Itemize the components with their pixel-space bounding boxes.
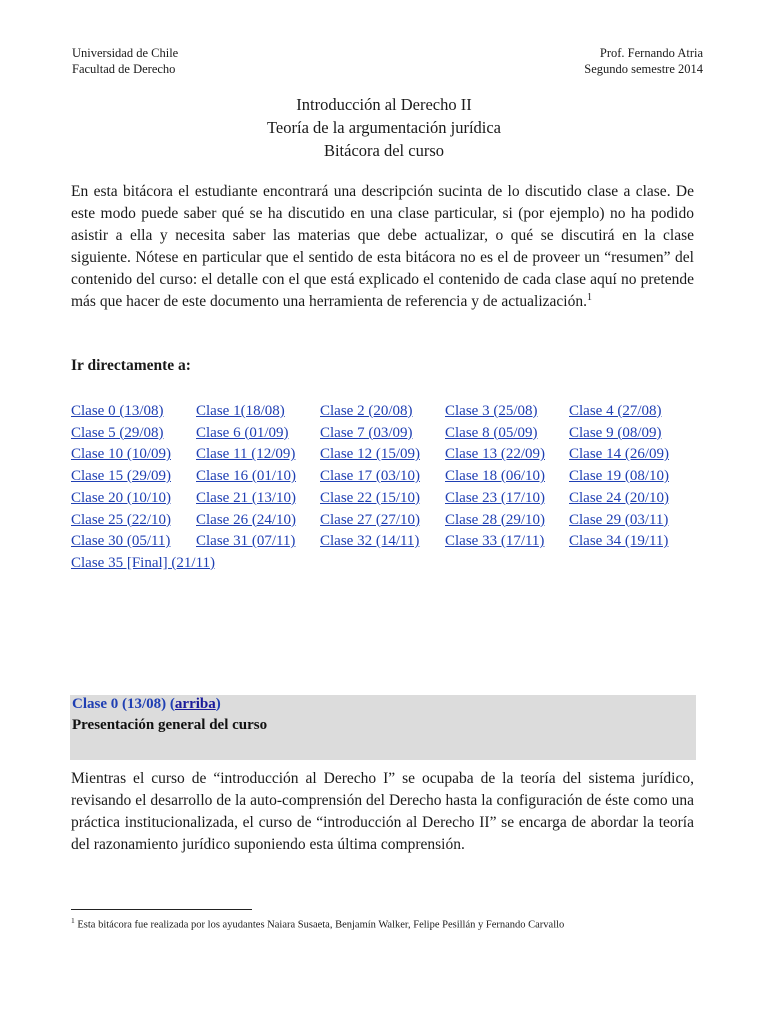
class-0-paragraph: Mientras el curso de “introducción al Derecho I” se ocupaba de la teoría del sistema jurídico, revisando el desarrollo de la auto-comprensión del Derecho hasta la configuración de éste como una práctica institucionalizada, el curso de “introducción al Derecho II” se encarga de abordar la teoría del razonamiento jurídico suponiendo esta última comprensión. bbox=[71, 770, 694, 853]
back-to-top-link[interactable]: arriba bbox=[174, 696, 216, 712]
class-link[interactable]: Clase 32 (14/11) bbox=[320, 533, 420, 550]
class-link[interactable]: Clase 29 (03/11) bbox=[569, 511, 669, 528]
header-institution bbox=[72, 45, 178, 77]
university-name: Universidad de Chile bbox=[72, 46, 179, 60]
class-link[interactable]: Clase 14 (26/09) bbox=[569, 446, 669, 463]
footnote-separator bbox=[71, 909, 252, 910]
faculty-name: Facultad de Derecho bbox=[72, 62, 176, 76]
footnote bbox=[71, 916, 564, 931]
class-link[interactable]: Clase 25 (22/10) bbox=[71, 511, 171, 528]
class-link[interactable]: Clase 26 (24/10) bbox=[196, 511, 296, 528]
goto-heading: Ir directamente a: bbox=[71, 357, 191, 374]
class-link[interactable]: Clase 5 (29/08) bbox=[71, 424, 164, 441]
section-class-line bbox=[72, 696, 221, 713]
footnote-text: Esta bitácora fue realizada por los ayudantes Naiara Susaeta, Benjamín Walker, Felipe Pesillán y Fernando Carvallo bbox=[74, 919, 565, 931]
class-link[interactable]: Clase 0 (13/08) bbox=[71, 403, 164, 419]
class-link[interactable]: Clase 31 (07/11) bbox=[196, 533, 296, 550]
class-link[interactable]: Clase 33 (17/11) bbox=[445, 533, 545, 550]
class-link[interactable]: Clase 30 (05/11) bbox=[71, 533, 171, 550]
class-link[interactable]: Clase 22 (15/10) bbox=[320, 489, 420, 506]
header-professor bbox=[584, 45, 703, 77]
class-link[interactable]: Clase 35 [Final] (21/11) bbox=[71, 554, 216, 571]
class-link[interactable]: Clase 11 (12/09) bbox=[196, 446, 296, 463]
semester: Segundo semestre 2014 bbox=[584, 62, 703, 76]
class-link[interactable]: Clase 2 (20/08) bbox=[320, 403, 413, 419]
class-0-section-header bbox=[70, 695, 696, 760]
intro-text: En esta bitácora el estudiante encontrará una descripción sucinta de lo discutido clase a clase. De este modo puede saber qué se ha discutido en una clase particular, si (por ejemplo) no ha podido asistir a ella y necesita saber las materias que debe actualizar, o qué se discutirá en la clase siguiente. Nótese en particular que el sentido de esta bitácora no es el de proveer un “resumen” del contenido del curso: el detalle con el que está explicado el contenido de cada clase aquí no pretende más que hacer de este documento una herramienta de referencia y de actualización. bbox=[71, 183, 694, 310]
class-link[interactable]: Clase 27 (27/10) bbox=[320, 511, 420, 528]
class-link[interactable]: Clase 20 (10/10) bbox=[71, 489, 171, 506]
class-link[interactable]: Clase 10 (10/09) bbox=[71, 446, 171, 463]
class-link[interactable]: Clase 8 (05/09) bbox=[445, 424, 538, 441]
class-link[interactable]: Clase 21 (13/10) bbox=[196, 489, 296, 506]
class-link[interactable]: Clase 6 (01/09) bbox=[196, 424, 289, 441]
class-link[interactable]: Clase 17 (03/10) bbox=[320, 468, 420, 485]
document-title bbox=[0, 93, 768, 162]
class-link[interactable]: Clase 12 (15/09) bbox=[320, 446, 420, 463]
class-link[interactable]: Clase 18 (06/10) bbox=[445, 468, 545, 485]
class-link[interactable]: Clase 19 (08/10) bbox=[569, 468, 669, 485]
class-link[interactable]: Clase 24 (20/10) bbox=[569, 489, 669, 506]
footnote-mark: 1 bbox=[71, 916, 75, 925]
professor-name: Prof. Fernando Atria bbox=[599, 46, 703, 60]
course-subtitle: Teoría de la argumentación jurídica bbox=[266, 118, 502, 137]
document-name: Bitácora del curso bbox=[323, 141, 445, 160]
class-link[interactable]: Clase 3 (25/08) bbox=[445, 403, 538, 419]
class-link[interactable]: Clase 7 (03/09) bbox=[320, 424, 413, 441]
class-link[interactable]: Clase 4 (27/08) bbox=[569, 403, 662, 419]
class-link[interactable]: Clase 15 (29/09) bbox=[71, 468, 171, 485]
footnote-reference[interactable]: 1 bbox=[586, 291, 592, 303]
class-link[interactable]: Clase 9 (08/09) bbox=[569, 424, 662, 441]
class-link[interactable]: Clase 1(18/08) bbox=[196, 403, 285, 419]
intro-paragraph bbox=[71, 181, 694, 313]
class-link[interactable]: Clase 34 (19/11) bbox=[569, 533, 669, 550]
class-link[interactable]: Clase 13 (22/09) bbox=[445, 446, 545, 463]
class-link[interactable]: Clase 16 (01/10) bbox=[196, 468, 296, 485]
paren-open: ( bbox=[166, 696, 175, 712]
section-title: Presentación general del curso bbox=[72, 717, 268, 733]
class-link[interactable]: Clase 23 (17/10) bbox=[445, 489, 545, 506]
paren-close: ) bbox=[215, 696, 221, 712]
class-link[interactable]: Clase 28 (29/10) bbox=[445, 511, 545, 528]
course-title: Introducción al Derecho II bbox=[296, 95, 472, 114]
section-class-label: Clase 0 (13/08) bbox=[72, 696, 167, 712]
